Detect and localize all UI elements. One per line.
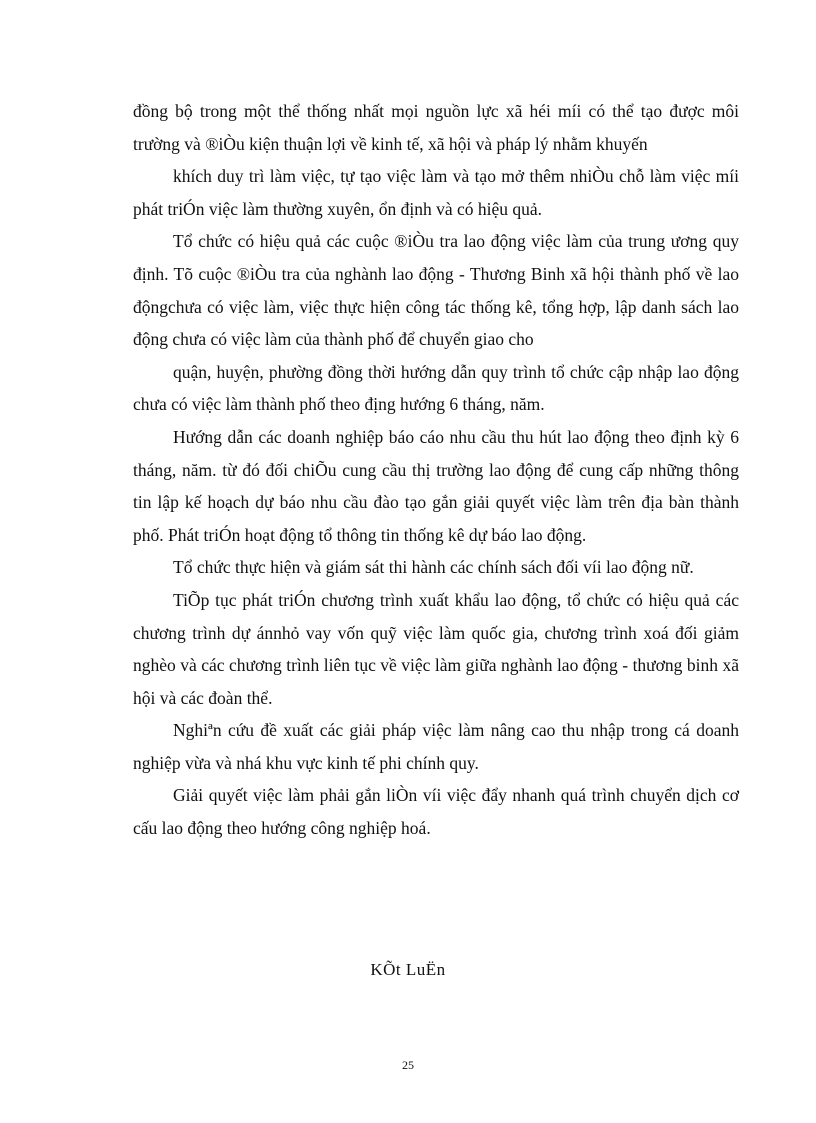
paragraph-6: Tổ chức thực hiện và giám sát thi hành các chính sách đối víi lao động nữ. bbox=[173, 557, 694, 578]
paragraph-1: đồng bộ trong một thể thống nhất mọi nguồn lực xã héi míi có thể tạo được môi trường và ®iÒu kiện thuận lợi về kinh tế, xã hội và pháp lý nhằm khuyến bbox=[133, 101, 739, 154]
paragraph-3: Tổ chức có hiệu quả các cuộc ®iÒu tra lao động việc làm của trung ương quy định. Tõ cuộc ®iÒu tra của nghành lao động - Thương Binh xã hội thành phố về lao độngchưa có việc làm, việc thực hiện công tác thống kê, tổng hợp, lập danh sách lao động chưa có việc làm của thành phố để chuyển giao cho bbox=[133, 231, 739, 350]
body-text bbox=[133, 95, 739, 845]
paragraph-8: Nghiªn cứu đề xuất các giải pháp việc làm nâng cao thu nhập trong cá doanh nghiệp vừa và nhá khu vực kinh tế phi chính quy. bbox=[133, 720, 739, 773]
paragraph-7: TiÕp tục phát triÓn chương trình xuất khẩu lao động, tổ chức có hiệu quả các chương trình dự ánnhỏ vay vốn quỹ việc làm quốc gia, chương trình xoá đối giảm nghèo và các chương trình liên tục về việc làm giữa nghành lao động - thương binh xã hội và các đoàn thể. bbox=[133, 589, 739, 708]
section-heading: KÕt LuËn bbox=[370, 960, 446, 979]
paragraph-4: quận, huyện, phường đồng thời hướng dẫn quy trình tổ chức cập nhập lao động chưa có việc làm thành phố theo địng hướng 6 tháng, năm. bbox=[133, 361, 739, 415]
paragraph-2: khích duy trì làm việc, tự tạo việc làm và tạo mở thêm nhiÒu chỗ làm việc míi phát triÓn việc làm thường xuyên, ổn định và có hiệu quả. bbox=[133, 166, 739, 219]
paragraph-5: Hướng dẫn các doanh nghiệp báo cáo nhu cầu thu hút lao động theo định kỳ 6 tháng, năm. từ đó đối chiÕu cung cầu thị trường lao động để cung cấp những thông tin lập kế hoạch dự báo nhu cầu đào tạo gắn giải quyết việc làm trên địa bàn thành phố. Phát triÓn hoạt động tổ thông tin thống kê dự báo lao động. bbox=[133, 426, 739, 545]
paragraph-9: Giải quyết việc làm phải gắn liÒn víi việc đẩy nhanh quá trình chuyển dịch cơ cấu lao động theo hướng công nghiệp hoá. bbox=[133, 785, 739, 839]
page-number: 25 bbox=[402, 1058, 414, 1072]
